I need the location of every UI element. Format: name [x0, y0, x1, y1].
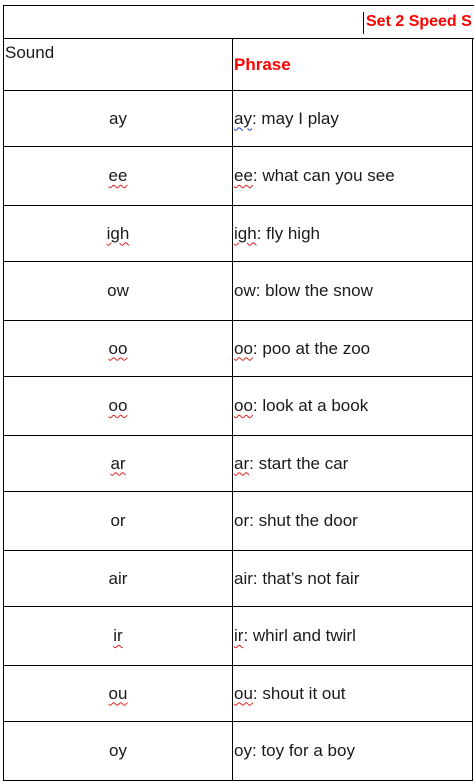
phrase-key-sound: igh [234, 223, 257, 243]
phrase-cell[interactable] [233, 722, 473, 781]
sound-cell[interactable] [4, 377, 233, 436]
phrase-key-sound: oo [234, 396, 253, 415]
sound-cell[interactable] [4, 666, 233, 722]
sound-text: oy [109, 741, 127, 760]
table-row [4, 607, 473, 666]
phrase-key-sound: ow [234, 281, 256, 300]
sound-cell[interactable] [4, 551, 233, 607]
phrase-key-sound: or [234, 511, 250, 530]
phrase-text: : start the car [249, 453, 349, 473]
table-row [4, 666, 473, 722]
phrase-cell[interactable] [233, 377, 473, 436]
table-header-row [4, 39, 473, 91]
phrase-cell[interactable] [233, 492, 473, 551]
phrase-text: : what can you see [252, 166, 395, 185]
phrase-text: : whirl and twirl [243, 626, 356, 645]
sound-cell[interactable] [4, 147, 233, 206]
phrase-cell[interactable] [233, 436, 473, 492]
table-row [4, 206, 473, 262]
sound-cell[interactable] [4, 492, 233, 551]
phrase-text: : fly high [256, 223, 320, 243]
phrase-cell[interactable] [233, 321, 473, 377]
table-row [4, 321, 473, 377]
sound-text: ou [108, 683, 128, 703]
text-cursor [363, 12, 364, 34]
phrase-text: : may I play [251, 108, 339, 128]
sound-cell[interactable] [4, 206, 233, 262]
sound-text: ir [113, 626, 123, 645]
table-row [4, 147, 473, 206]
phrase-cell[interactable] [233, 607, 473, 666]
sound-text: igh [106, 223, 130, 243]
phrase-key-sound: ay [234, 108, 252, 128]
sound-text: ow [107, 281, 129, 300]
table-row [4, 551, 473, 607]
table-row [4, 436, 473, 492]
phrase-cell[interactable] [233, 551, 473, 607]
phrase-text: : that’s not fair [252, 568, 360, 588]
table-row [4, 91, 473, 147]
phrase-text: : shout it out [252, 683, 346, 703]
table-row [4, 377, 473, 436]
phrase-key-sound: oo [234, 338, 253, 358]
sound-cell[interactable] [4, 321, 233, 377]
sound-text: ar [110, 453, 126, 473]
sound-text: oo [108, 396, 128, 415]
phrase-key-sound: oy [234, 741, 252, 760]
table-row [4, 492, 473, 551]
phrase-cell[interactable] [233, 666, 473, 722]
phrase-key-sound: ou [234, 683, 253, 703]
sound-text: oo [108, 338, 128, 358]
phrase-key-sound: air [234, 568, 253, 588]
phrase-key-sound: ee [234, 166, 253, 185]
table-row [4, 722, 473, 781]
phrase-cell[interactable] [233, 206, 473, 262]
phrase-text: : look at a book [252, 396, 369, 415]
phrase-cell[interactable] [233, 91, 473, 147]
phrase-cell[interactable] [233, 147, 473, 206]
sound-text: ay [109, 108, 127, 128]
sound-cell[interactable] [4, 91, 233, 147]
phrase-key-sound: ar [234, 453, 250, 473]
phrase-text: : toy for a boy [251, 741, 355, 760]
header-sound[interactable]: Sound [4, 39, 233, 91]
sound-cell[interactable] [4, 262, 233, 321]
phrase-cell[interactable] [233, 262, 473, 321]
sound-text: or [110, 511, 126, 530]
header-phrase[interactable]: Phrase [233, 39, 473, 91]
phrase-text: : poo at the zoo [252, 338, 371, 358]
phrase-text: : blow the snow [255, 281, 373, 300]
sound-text: air [108, 568, 128, 588]
document-title[interactable]: Set 2 Speed S [366, 13, 472, 30]
speed-sounds-table [3, 38, 473, 781]
table-row [4, 262, 473, 321]
sound-cell[interactable] [4, 722, 233, 781]
phrase-key-sound: ir [234, 626, 244, 645]
phrase-text: : shut the door [249, 511, 358, 530]
sound-cell[interactable] [4, 607, 233, 666]
sound-text: ee [108, 166, 128, 185]
sound-cell[interactable] [4, 436, 233, 492]
